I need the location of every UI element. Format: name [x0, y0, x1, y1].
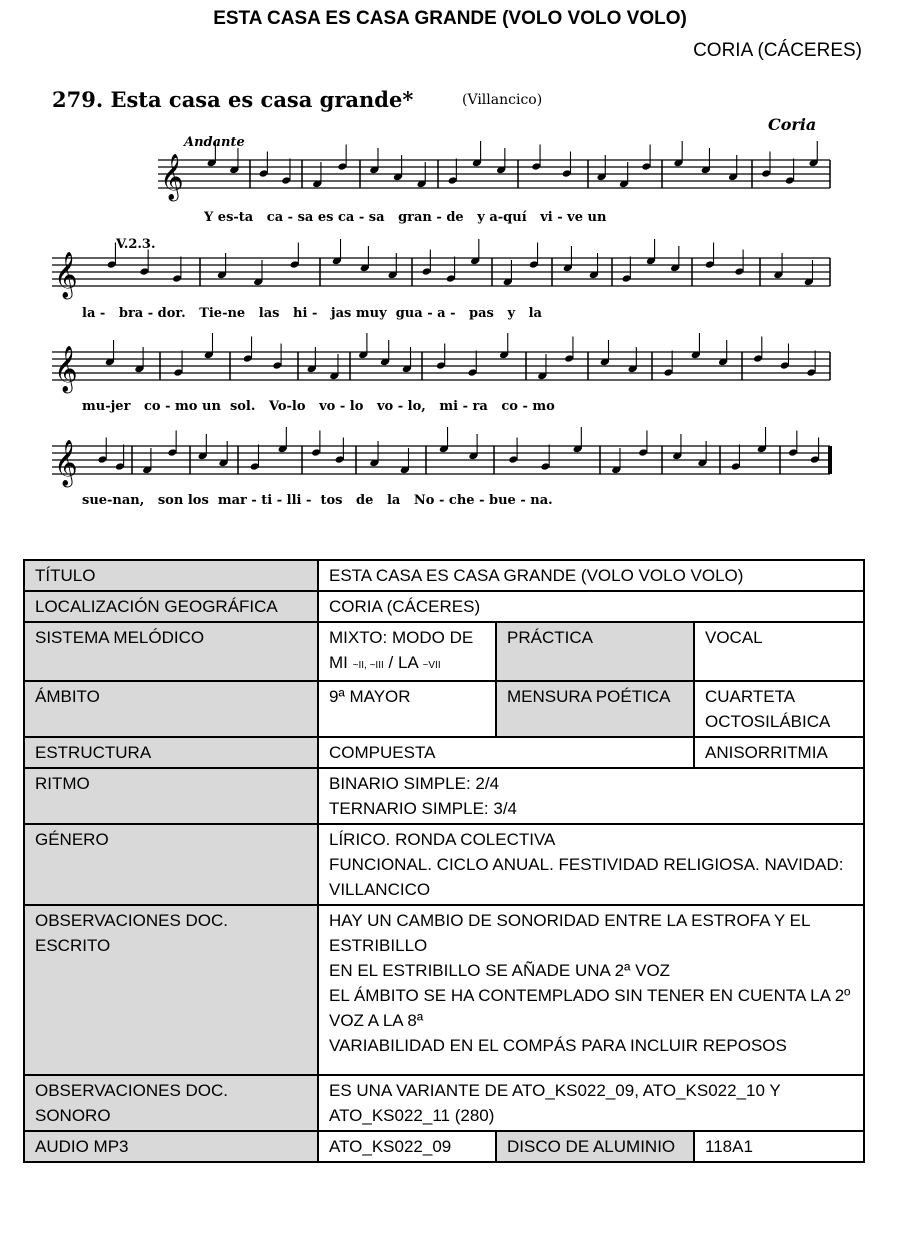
row-estructura — [24, 737, 864, 768]
score-subtitle: (Villancico) — [462, 92, 543, 108]
sistema-label: SISTEMA MELÓDICO — [24, 622, 318, 681]
row-sistema — [24, 622, 864, 681]
row-obs-sonoro — [24, 1075, 864, 1131]
score-tempo: Andante — [184, 135, 245, 150]
audio-label: AUDIO MP3 — [24, 1131, 318, 1162]
lyrics-line-1: Y es-ta ca - sa es ca - sa gran - de y a-quí vi - ve un — [204, 210, 607, 225]
score-image — [40, 80, 840, 520]
obs-escrito-line: EL ÁMBITO SE HA CONTEMPLADO SIN TENER EN CUENTA LA 2º VOZ A LA 8ª — [329, 986, 851, 1030]
mensura-value: CUARTETA OCTOSILÁBICA — [694, 681, 864, 737]
treble-clef: 𝄞 — [160, 154, 184, 200]
music-score — [40, 80, 840, 520]
obs-sonoro-value: ES UNA VARIANTE DE ATO_KS022_09, ATO_KS022_10 Y ATO_KS022_11 (280) — [318, 1075, 864, 1131]
genero-line: FUNCIONAL. CICLO ANUAL. FESTIVIDAD RELIGIOSA. NAVIDAD: VILLANCICO — [329, 855, 844, 899]
titulo-label: TÍTULO — [24, 560, 318, 591]
sistema-value-b: / LA — [388, 653, 418, 672]
obs-escrito-line: HAY UN CAMBIO DE SONORIDAD ENTRE LA ESTROFA Y EL ESTRIBILLO — [329, 911, 810, 955]
sistema-value — [318, 622, 496, 681]
practica-value: VOCAL — [694, 622, 864, 681]
lyrics-line-2: la - bra - dor. Tie-ne las hi - jas muy gua - a - pas y la — [82, 306, 542, 321]
row-localizacion — [24, 591, 864, 622]
sistema-value-a: MIXTO: MODO DE MI — [329, 628, 474, 672]
localizacion-label: LOCALIZACIÓN GEOGRÁFICA — [24, 591, 318, 622]
ritmo-line: BINARIO SIMPLE: 2/4 — [329, 774, 500, 793]
estructura-value: COMPUESTA — [318, 737, 694, 768]
localizacion-value: CORIA (CÁCERES) — [318, 591, 864, 622]
score-variant-mark: V.2.3. — [116, 237, 156, 252]
treble-clef: 𝄞 — [54, 346, 78, 392]
row-obs-escrito — [24, 905, 864, 1075]
practica-label: PRÁCTICA — [496, 622, 694, 681]
estructura-label: ESTRUCTURA — [24, 737, 318, 768]
ritmo-label: RITMO — [24, 768, 318, 824]
disco-label: DISCO DE ALUMINIO — [496, 1131, 694, 1162]
page-title: ESTA CASA ES CASA GRANDE (VOLO VOLO VOLO) — [213, 8, 687, 29]
row-audio — [24, 1131, 864, 1162]
audio-value: ATO_KS022_09 — [318, 1131, 496, 1162]
ritmo-value — [318, 768, 864, 824]
genero-label: GÉNERO — [24, 824, 318, 905]
row-ambito — [24, 681, 864, 737]
genero-value — [318, 824, 864, 905]
ambito-label: ÁMBITO — [24, 681, 318, 737]
sistema-sub-b: ~VII — [422, 660, 441, 671]
obs-sonoro-label: OBSERVACIONES DOC. SONORO — [24, 1075, 318, 1131]
row-ritmo — [24, 768, 864, 824]
score-heading: 279. Esta casa es casa grande* — [52, 87, 414, 112]
obs-escrito-label: OBSERVACIONES DOC. ESCRITO — [24, 905, 318, 1075]
sistema-sub-a: ~II, ~III — [352, 660, 384, 671]
row-titulo — [24, 560, 864, 591]
lyrics-line-3: mu-jer co - mo un sol. Vo-lo vo - lo vo - lo, mi - ra co - mo — [82, 399, 555, 414]
metadata-table — [23, 559, 865, 1163]
treble-clef: 𝄞 — [54, 252, 78, 298]
obs-escrito-line: VARIABILIDAD EN EL COMPÁS PARA INCLUIR REPOSOS — [329, 1036, 787, 1055]
score-place: Coria — [768, 115, 817, 134]
treble-clef: 𝄞 — [54, 440, 78, 486]
genero-line: LÍRICO. RONDA COLECTIVA — [329, 830, 556, 849]
ambito-value: 9ª MAYOR — [318, 681, 496, 737]
estructura-extra: ANISORRITMIA — [694, 737, 864, 768]
obs-escrito-value — [318, 905, 864, 1075]
obs-escrito-line: EN EL ESTRIBILLO SE AÑADE UNA 2ª VOZ — [329, 961, 671, 980]
mensura-label: MENSURA POÉTICA — [496, 681, 694, 737]
ritmo-line: TERNARIO SIMPLE: 3/4 — [329, 799, 517, 818]
titulo-value: ESTA CASA ES CASA GRANDE (VOLO VOLO VOLO) — [318, 560, 864, 591]
lyrics-line-4: sue-nan, son los mar - ti - lli - tos de la No - che - bue - na. — [82, 493, 553, 508]
row-genero — [24, 824, 864, 905]
page-location: CORIA (CÁCERES) — [693, 40, 862, 61]
disco-value: 118A1 — [694, 1131, 864, 1162]
